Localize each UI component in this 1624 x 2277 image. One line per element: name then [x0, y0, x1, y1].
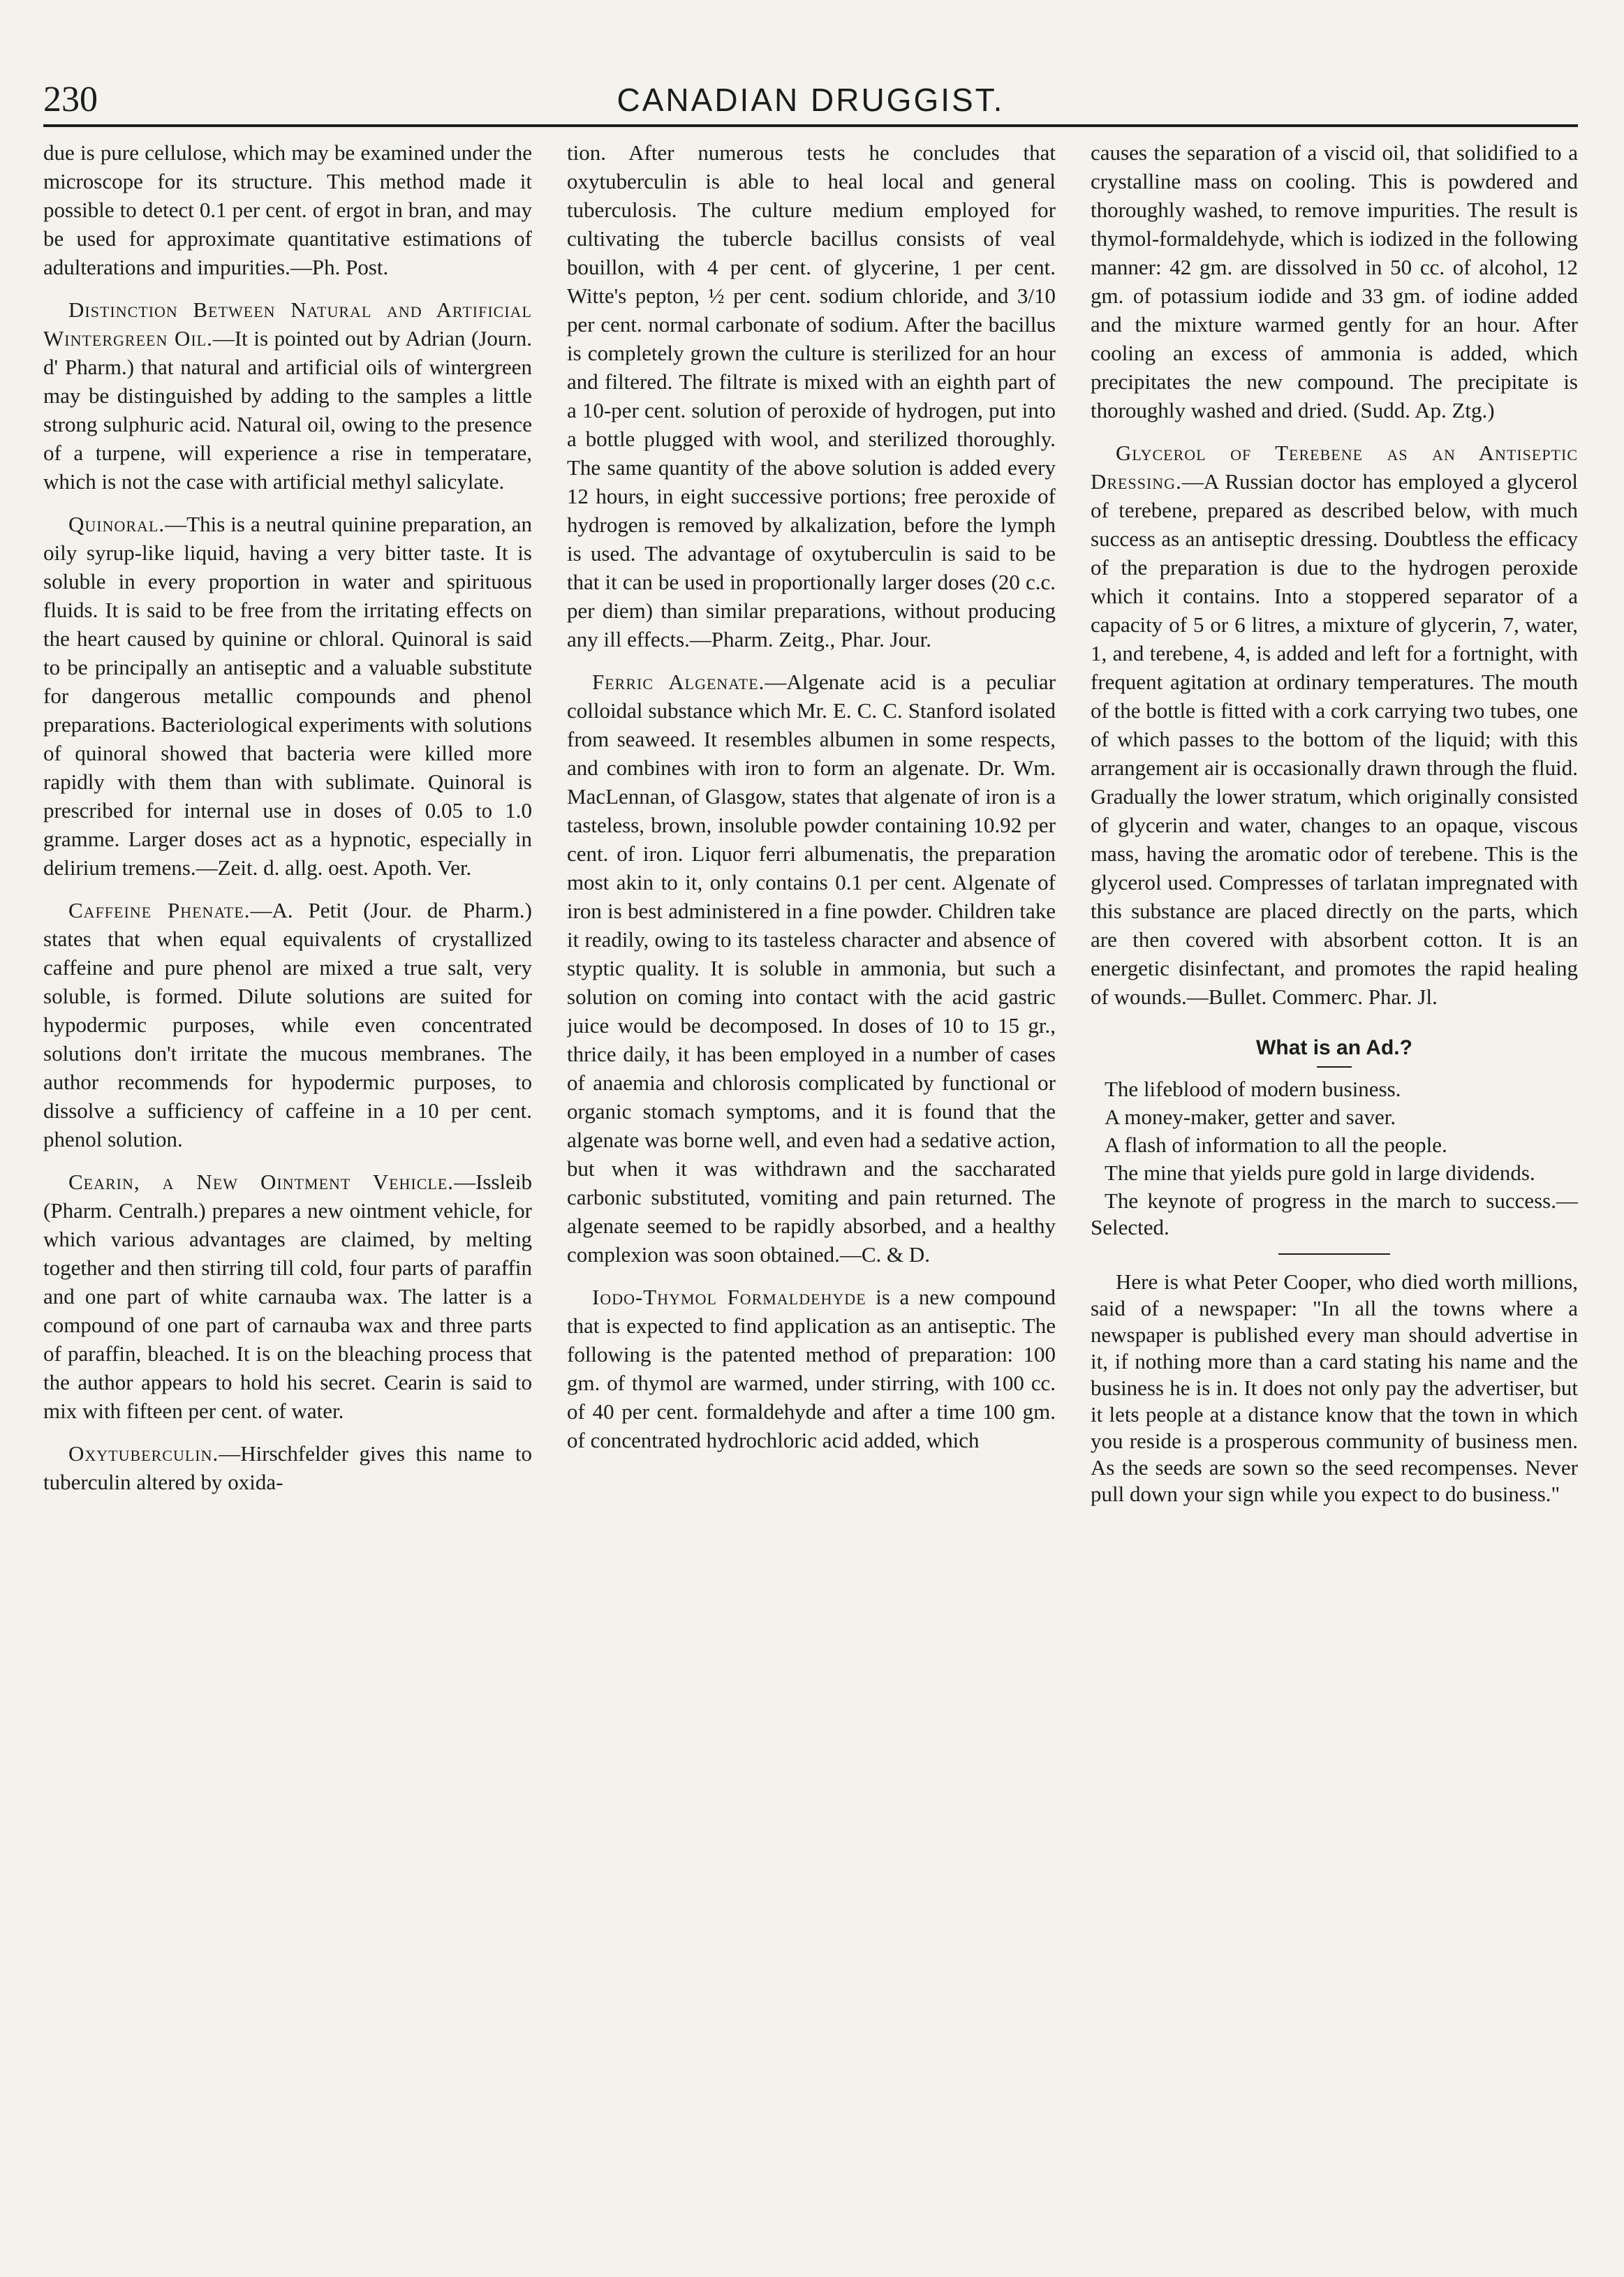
- column-1: [43, 138, 532, 2233]
- article-wintergreen: [43, 295, 532, 496]
- article-body: —Issleib (Pharm. Centralh.) prepares a new ointment vehicle, for which various advantages are claimed, by melting together and then stirring till cold, four parts of paraffin and one part of white carnauba wax. The latter is a compound of one part of carnauba wax and three parts of paraffin, bleached. It is on the bleaching process that the author appears to hold his secret. Cearin is said to mix with fifteen per cent. of water.: [43, 1170, 532, 1423]
- ad-title-rule: [1317, 1066, 1352, 1068]
- list-item: The lifeblood of modern business.: [1105, 1077, 1401, 1101]
- article-heading: Ferric Algenate.: [592, 670, 765, 694]
- list-item: A money-maker, getter and saver.: [1105, 1105, 1396, 1129]
- ad-section-title: What is an Ad.?: [1256, 1036, 1412, 1059]
- article-heading: Oxytuberculin.: [68, 1441, 219, 1466]
- article-body: is a new compound that is expected to find application as an antiseptic. The following is the patented method of preparation: 100 gm. of thymol are warmed, under stirring, with 100 cc. of 40 per cent. formaldehyde and after a time 100 gm. of concentrated hydrochloric acid added, which: [567, 1285, 1056, 1452]
- article-body: —Algenate acid is a peculiar colloidal substance which Mr. E. C. C. Stanford isolated from seaweed. It resembles albumen in some respects, and combines with iron to form an algenate. Dr. Wm. MacLennan, of Glasgow, states that algenate of iron is a tasteless, brown, insoluble powder containing 10.92 per cent. of iron. Liquor ferri albumenatis, the preparation most akin to it, only contains 0.1 per cent. Algenate of iron is best administered in a fine powder. Children take it readily, owing to its tasteless character and absence of styptic quality. It is soluble in ammonia, but such a solution on coming into contact with the acid gastric juice would be decomposed. In doses of 10 to 15 gr., thrice daily, it has been employed in a number of cases of anaemia and chlorosis complicated by functional or organic stomach symptoms, and it is found that the algenate was borne well, and even had a sedative action, but when it was withdrawn and the saccharated carbonic substituted, vomiting and pain returned. The algenate seemed to be rapidly absorbed, and a healthy complexion was soon obtained.—C. & D.: [567, 670, 1056, 1267]
- article-iodo-thymol-continued: causes the separation of a viscid oil, that solidified to a crystalline mass on cooling. This is powdered and thoroughly washed, to remove impurities. The result is thymol-formaldehyde, which is iodized in the following manner: 42 gm. are dissolved in 50 cc. of alcohol, 12 gm. of potassium iodide and 33 gm. of iodine added and the mixture warmed gently for an hour. After cooling an excess of ammonia is added, which precipitates the new compound. The precipitate is thoroughly washed and dried. (Sudd. Ap. Ztg.): [1091, 140, 1578, 422]
- article-body: —Hirschfelder gives this name to tuberculin altered by oxida-: [43, 1441, 532, 1494]
- section-divider: [1278, 1253, 1390, 1255]
- article-heading: Cearin, a New Ointment Vehicle.: [68, 1170, 455, 1194]
- column-3: [1091, 138, 1578, 2233]
- article-heading: Distinction Between Natural and Artificial Wintergreen Oil.: [43, 297, 532, 351]
- ad-definition-list: [1091, 1076, 1578, 1241]
- peter-cooper-quote: Here is what Peter Cooper, who died worth millions, said of a newspaper: "In all the towns where a newspaper is published every man should advertise in it, if nothing more than a card stating his name and the business he is in. It does not only pay the advertiser, but it lets people at a distance know that the town in which you reside is a prosperous community of business men. As the seeds are sown so the seed recompenses. Never pull down your sign while you expect to do business.": [1091, 1269, 1578, 1506]
- article-oxytuberculin: [43, 1439, 532, 1496]
- article-residue: due is pure cellulose, which may be examined under the microscope for its structure. This method made it possible to detect 0.1 per cent. of ergot in bran, and may be used for approximate quantitative estimations of adulterations and impurities.—Ph. Post.: [43, 140, 532, 279]
- article-body: —A Russian doctor has employed a glycerol of terebene, prepared as described below, with much success as an antiseptic dressing. Doubtless the efficacy of the preparation is due to the hydrogen peroxide which it contains. Into a stoppered separator of a capacity of 5 or 6 litres, a mixture of glycerin, 7, water, 1, and terebene, 4, is added and left for a fortnight, with frequent agitation at ordinary temperatures. The mouth of the bottle is fitted with a cork carrying two tubes, one of which passes to the bottom of the liquid; with this arrangement air is occasionally drawn through the fluid. Gradually the lower stratum, which originally consisted of glycerin and water, changes to an opaque, viscous mass, having the aromatic odor of terebene. This is the glycerol used. Compresses of tarlatan impregnated with this substance are placed directly on the parts, which are then covered with absorbent cotton. It is an energetic disinfectant, and promotes the rapid healing of wounds.—Bullet. Commerc. Phar. Jl.: [1091, 469, 1578, 1009]
- page-header: [43, 77, 1578, 123]
- header-rule: [43, 124, 1578, 127]
- article-heading: Glycerol of Terebene as an Antiseptic Dressing.: [1091, 441, 1578, 494]
- list-item: A flash of information to all the people.: [1105, 1133, 1447, 1157]
- list-item: The mine that yields pure gold in large dividends.: [1105, 1160, 1535, 1185]
- article-ferric-algenate: [567, 668, 1056, 1269]
- article-caffeine-phenate: [43, 896, 532, 1154]
- column-2: [567, 138, 1056, 2233]
- article-quinoral: [43, 510, 532, 882]
- list-item: The keynote of progress in the march to success.—Selected.: [1091, 1188, 1578, 1239]
- article-heading: Iodo-Thymol Formaldehyde: [592, 1285, 866, 1309]
- journal-title: CANADIAN DRUGGIST.: [617, 82, 1005, 118]
- article-body: —A. Petit (Jour. de Pharm.) states that when equal equivalents of crystallized caffeine and pure phenol are mixed a true salt, very soluble, is formed. Dilute solutions are suited for hypodermic purposes, while even concentrated solutions don't irritate the mucous membranes. The author recommends for hypodermic purposes, to dissolve a sufficiency of caffeine in a 10 per cent. phenol solution.: [43, 898, 532, 1151]
- article-body: —It is pointed out by Adrian (Journ. d' Pharm.) that natural and artificial oils of wintergreen may be distinguished by adding to the samples a little strong sulphuric acid. Natural oil, owing to the presence of a turpene, will experience a rise in temperatare, which is not the case with artificial methyl salicylate.: [43, 326, 532, 494]
- article-cearin: [43, 1167, 532, 1425]
- article-iodo-thymol: [567, 1283, 1056, 1454]
- article-heading: Quinoral.: [68, 512, 165, 536]
- article-heading: Caffeine Phenate.: [68, 898, 251, 922]
- article-glycerol-terebene: [1091, 439, 1578, 1011]
- page-number: 230: [43, 80, 98, 119]
- article-body: —This is a neutral quinine preparation, an oily syrup-like liquid, having a very bitter taste. It is soluble in every proportion in water and spirituous fluids. It is said to be free from the irritating effects on the heart caused by quinine or chloral. Quinoral is said to be principally an antiseptic and a valuable substitute for dangerous metallic compounds and phenol preparations. Bacteriological experiments with solutions of quinoral showed that bacteria were killed more rapidly with them than with sublimate. Quinoral is prescribed for internal use in doses of 0.05 to 1.0 gramme. Larger doses act as a hypnotic, especially in delirium tremens.—Zeit. d. allg. oest. Apoth. Ver.: [43, 512, 532, 880]
- article-oxytuberculin-continued: tion. After numerous tests he concludes that oxytuberculin is able to heal local and general tuberculosis. The culture medium employed for cultivating the tubercle bacillus consists of veal bouillon, with 4 per cent. of glycerine, 1 per cent. Witte's pepton, ½ per cent. sodium chloride, and 3/10 per cent. normal carbonate of sodium. After the bacillus is completely grown the culture is sterilized for an hour and filtered. The filtrate is mixed with an eighth part of a 10-per cent. solution of peroxide of hydrogen, put into a bottle plugged with wool, and sterilized thoroughly. The same quantity of the above solution is added every 12 hours, in eight successive portions; free peroxide of hydrogen is removed by alkalization, before the lymph is used. The advantage of oxytuberculin is said to be that it can be used in proportionally larger doses (20 c.c. per diem) than similar preparations, without producing any ill effects.—Pharm. Zeitg., Phar. Jour.: [567, 140, 1056, 651]
